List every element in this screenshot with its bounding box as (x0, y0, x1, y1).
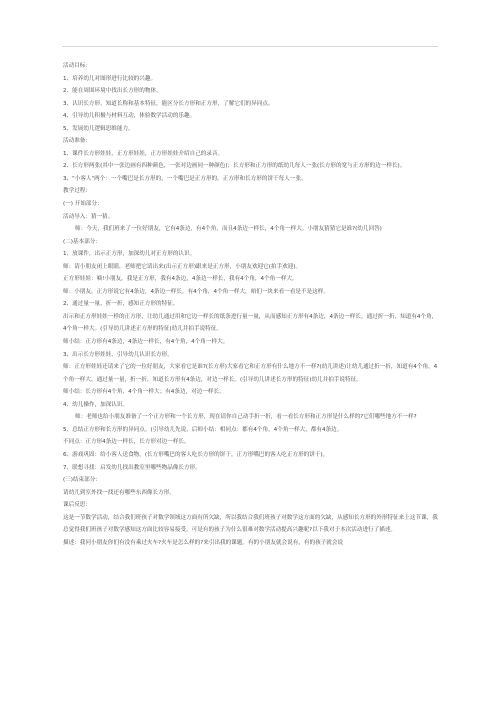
paragraph: 不同点：正方形4条边一样长，长方形对边一样长。 (63, 439, 190, 446)
paragraph: 2、能在周围环境中找出长方形的物体。 (63, 88, 162, 95)
paragraph: 出示和正方形娃娃一样的正方形，让幼儿通过用和它边一样长的纸条进行量一量，从而感知正方形有4条边，4条边一样长。通过折一折，知道有4个角，4个角一样大。(引导幼儿讲述正方形的特征)幼儿并拍手说特征。 (63, 313, 438, 333)
paragraph: 正方形娃娃：嘀!小朋友，我是正方形，我有4条边，4条边一样长，我有4个角，4个角一样大。 (63, 276, 298, 283)
paragraph: 5、发展幼儿逻辑思维能力。 (63, 125, 134, 132)
paragraph: 师小结：长方形有4个角，4个角一样大；有4条边，对边一样长。 (63, 389, 225, 396)
paragraph: 5、总结正方形和长方形的异同点。(引导幼儿先说，后师小结：相同点：都有4个角，4个角一样大，都有4条边。 (63, 426, 343, 433)
paragraph: (一) 开始部分： (63, 201, 103, 208)
paragraph: 这是一节数学活动，结合我们班孩子对数学领域这方面有所欠缺，所以我结合我们班孩子对数学这方面的欠缺，从感知长方形的外形特征来上这节课，我总觉得我们班孩子对数学感知这方面比较容易接受，可是有的孩子为什么很难对数学活动提高兴趣呢?以下我对于本次活动进行了描述。 (63, 514, 438, 534)
paragraph: 师：老师也给小朋友准备了一个正方形和一个长方形，现在请你自己动手折一折，看一看长方形和正方形是什么样的?它们哪些地方不一样? (75, 414, 417, 421)
paragraph: 活动导入：猜一猜。 (63, 213, 114, 220)
header-rule (62, 46, 438, 47)
section-heading-goals: 活动目标： (63, 63, 91, 69)
section-heading-reflection: 课后反思： (63, 502, 91, 509)
paragraph: 描述：我问小朋友你们有没有乘过火车?火车是怎么样的?来引出我的课题。有的小朋友就会说有，有的孩子就会说 (63, 539, 344, 546)
paragraph: 7、联想寻找：启发幼儿找出教室里哪些物品像长方形。 (63, 464, 201, 471)
paragraph: 请幼儿到室外找一找还有哪些东西像长方形。 (63, 489, 175, 496)
paragraph: 4、引导幼儿积极与材料互动，体验数学活动的乐趣。 (63, 113, 196, 120)
paragraph: (二)基本部分： (63, 238, 101, 245)
paragraph: 师：正方形娃娃还请来了它的一位好朋友，大家看它是谁?(长方形)大家看它和正方形有什么地方不一样?(幼儿讲述)让幼儿通过折一折，知道有4个角，4个角一样大。通过量一量，折一折，知道长方形有4条边，对边一样长。(引导幼儿讲述长方形的特征)幼儿并拍手说特征。 (63, 364, 438, 383)
paragraph: 3、出示长方形娃娃，引导幼儿认识长方形。 (63, 351, 173, 358)
paragraph: 1、课件长方形娃娃，正方形娃娃，正方形娃娃介绍自己的录音。 (63, 150, 224, 157)
paragraph: 2、长方形两张(其中一张边画有四种颜色，一张对边画同一种颜色)；长方形和正方形的纸幼儿每人一张(长方形的宽与正方形的边一样长)。 (63, 163, 406, 170)
section-heading-process: 教学过程： (63, 188, 91, 195)
paragraph: 师：今天，我们班来了一位好朋友，它有4条边，有4个角，而且4条边一样长，4个角一样大。小朋友猜猜它是谁?(幼儿回答) (75, 226, 382, 233)
paragraph: (三)结束部分： (63, 477, 101, 484)
paragraph: 3、认识长方形，知道长称和基本特征，能区分长方形和正方形，了解它们的异同点。 (63, 100, 274, 107)
paragraph: 4、幼儿操作，加深认识。 (63, 401, 129, 408)
paragraph: 师：小朋友，正方形说它有4条边，4条边一样长，有4个角，4个角一样大，咱们一块来看一看是不是这样。 (63, 288, 329, 295)
document-body (63, 60, 438, 549)
paragraph: 1、放课件，出示正方形，加深幼儿对正方形的认识。 (63, 251, 196, 258)
paragraph: 师小结：正方形有4条边，4条边一样长，有4个角，4个角一样大。 (63, 339, 229, 346)
paragraph: 6、游戏巩固：给小客人送食物。(长方形嘴巴的客人吃长方形的饼干，正方形嘴巴的客人吃正方形的饼干)。 (63, 451, 329, 458)
section-heading-preparation: 活动准备： (63, 138, 91, 145)
paragraph: 1、培养幼儿对图形进行比较的兴趣。 (63, 75, 157, 82)
paragraph: 师：请小朋友闭上眼睛，老师把它请出来(出示正方形)跟来是正方形，小朋友欢迎它(拍手欢迎)。 (63, 263, 302, 270)
paragraph: 2、通过量一量、折一折，感知正方形的特征。 (63, 301, 179, 308)
paragraph: 3、"小客人"两个：一个嘴巴是长方形的，一个嘴巴是正方形的。正方形和长方形的饼干每人一张。 (63, 175, 307, 182)
